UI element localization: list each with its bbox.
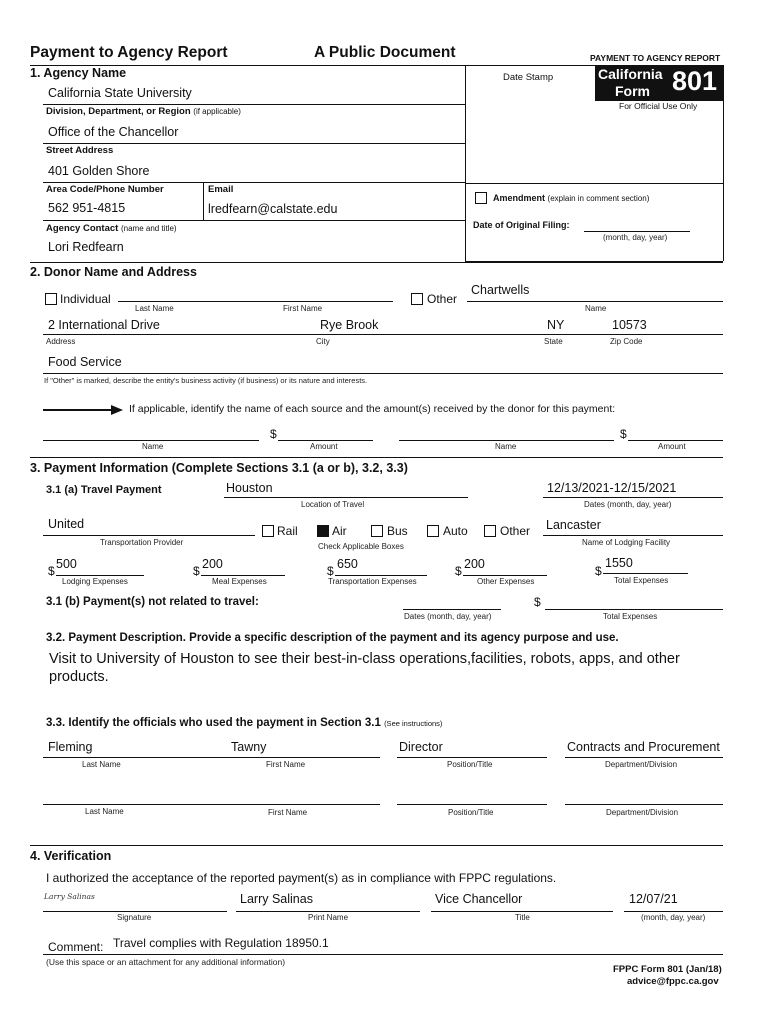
contact-label-text: Agency Contact [46, 223, 119, 234]
agency-name[interactable]: California State University [48, 86, 192, 100]
other-checkbox[interactable] [411, 293, 423, 305]
meals-label: Meal Expenses [212, 577, 267, 586]
signer-title[interactable]: Vice Chancellor [435, 892, 523, 906]
official1-position-label: Position/Title [447, 760, 493, 769]
official1-line-a [43, 757, 380, 758]
other-transport-checkbox[interactable] [484, 525, 496, 537]
original-filing-line [584, 231, 690, 232]
agency-name-line [43, 104, 465, 105]
nontravel-dates-line [403, 609, 501, 610]
rail-label: Rail [277, 524, 298, 538]
lodging-facility-label: Name of Lodging Facility [582, 538, 671, 547]
total-line [603, 573, 688, 574]
check-boxes-label: Check Applicable Boxes [318, 542, 404, 551]
bus-checkbox[interactable] [371, 525, 383, 537]
print-name-line [236, 911, 420, 912]
nontravel-total-line [545, 609, 723, 610]
dates-label: Dates (month, day, year) [584, 500, 672, 509]
other-transport-label: Other [500, 524, 531, 538]
official1-line-b [397, 757, 547, 758]
lodging-line [56, 575, 144, 576]
transport-provider[interactable]: United [48, 517, 85, 531]
footer-form-id: FPPC Form 801 (Jan/18) [613, 964, 722, 975]
source1-name-label: Name [142, 442, 164, 451]
official2-first-label: First Name [268, 808, 308, 817]
donor-section-heading: 2. Donor Name and Address [30, 265, 197, 279]
individual-name-line [118, 301, 393, 302]
phone-value[interactable]: 562 951-4815 [48, 201, 126, 215]
source1-amount-line [278, 440, 373, 441]
form-state: California [598, 66, 663, 82]
signature-line [43, 911, 227, 912]
official2-line-b [397, 804, 547, 805]
comment-label: Comment: [48, 940, 104, 954]
lodging-facility[interactable]: Lancaster [546, 518, 601, 532]
email-label: Email [208, 184, 234, 195]
total-expense[interactable]: 1550 [605, 556, 633, 570]
payment-section-heading: 3. Payment Information (Complete Sections 3.1 (a or b), 3.2, 3.3) [30, 461, 408, 475]
officials-label [46, 717, 442, 729]
signature-label: Signature [117, 913, 152, 922]
rail-checkbox[interactable] [262, 525, 274, 537]
source1-amount-label: Amount [310, 442, 338, 451]
donor-state[interactable]: NY [547, 318, 565, 332]
source2-name-label: Name [495, 442, 517, 451]
official2-line-c [565, 804, 723, 805]
other-label: Other [427, 292, 458, 306]
nontravel-total-label: Total Expenses [603, 612, 658, 621]
source2-amount-line [628, 440, 723, 441]
business-line [43, 373, 723, 374]
other-expense[interactable]: 200 [464, 557, 485, 571]
official1-last-label: Last Name [82, 760, 121, 769]
phone-line [43, 220, 465, 221]
provider-label: Transportation Provider [100, 538, 184, 547]
title-label: Title [515, 913, 530, 922]
meals-dollar: $ [193, 564, 200, 578]
meal-expense[interactable]: 200 [202, 557, 223, 571]
official1-first-label: First Name [266, 760, 306, 769]
description-line2[interactable]: products. [49, 669, 109, 685]
section4-top-line [30, 845, 723, 846]
official1-dept-label: Department/Division [605, 760, 678, 769]
contact-value[interactable]: Lori Redfearn [48, 240, 124, 254]
signature-image: Larry Salinas [44, 892, 95, 901]
print-name[interactable]: Larry Salinas [240, 892, 313, 906]
section3-top-line [30, 457, 723, 458]
right-frame-right [723, 65, 724, 261]
location-line [224, 497, 468, 498]
total-label: Total Expenses [614, 576, 669, 585]
right-frame-mid [465, 183, 723, 184]
total-dollar: $ [595, 564, 602, 578]
email-value[interactable]: lredfearn@calstate.edu [208, 202, 338, 216]
officials-note: (See instructions) [384, 719, 443, 728]
comment-value[interactable]: Travel complies with Regulation 18950.1 [113, 936, 329, 950]
donor-last-name-label: Last Name [135, 304, 174, 313]
official-first-name[interactable]: Tawny [231, 740, 267, 754]
right-frame-top [465, 65, 723, 66]
form-title: Payment to Agency Report [30, 44, 228, 61]
print-name-label: Print Name [308, 913, 349, 922]
source2-dollar: $ [620, 427, 627, 441]
description-line1[interactable]: Visit to University of Houston to see their best-in-class operations,facilities, robots, apps, and other [49, 651, 680, 667]
business-note: If "Other" is marked, describe the entity's business activity (if business) or its nature and interests. [44, 376, 368, 385]
zip-label: Zip Code [610, 337, 643, 346]
nontravel-dates-label: Dates (month, day, year) [404, 612, 492, 621]
meals-line [201, 575, 285, 576]
provider-line [43, 535, 255, 536]
lodging-expense[interactable]: 500 [56, 557, 77, 571]
official2-position-label: Position/Title [448, 808, 494, 817]
arrow-right-icon [43, 404, 123, 416]
travel-location[interactable]: Houston [226, 481, 273, 495]
individual-label: Individual [60, 292, 111, 306]
division-value[interactable]: Office of the Chancellor [48, 125, 179, 139]
division-line [43, 143, 465, 144]
public-document-heading: A Public Document [314, 44, 456, 61]
official2-dept-label: Department/Division [606, 808, 679, 817]
individual-checkbox[interactable] [45, 293, 57, 305]
transport-label: Transportation Expenses [328, 577, 417, 586]
donor-address[interactable]: 2 International Drive [48, 318, 160, 332]
top-right-label: PAYMENT TO AGENCY REPORT [590, 53, 721, 63]
division-label [46, 106, 241, 117]
other-exp-dollar: $ [455, 564, 462, 578]
contact-note: (name and title) [120, 224, 177, 233]
donor-name-label: Name [585, 304, 607, 313]
official2-line-a [43, 804, 380, 805]
source1-dollar: $ [270, 427, 277, 441]
lodging-dollar: $ [48, 564, 55, 578]
footer-email: advice@fppc.ca.gov [627, 976, 719, 987]
state-label: State [544, 337, 563, 346]
section2-top-line [30, 262, 723, 263]
amendment-note: (explain in comment section) [547, 194, 650, 203]
nontravel-label: 3.1 (b) Payment(s) not related to travel: [46, 596, 259, 608]
donor-business[interactable]: Food Service [48, 355, 122, 369]
auto-label: Auto [443, 524, 468, 538]
division-note: (if applicable) [193, 107, 241, 116]
division-label-text: Division, Department, or Region [46, 106, 191, 117]
address-line [43, 334, 723, 335]
official2-last-label: Last Name [85, 807, 124, 816]
right-frame-left [465, 65, 466, 261]
source1-name-line [43, 440, 259, 441]
description-label: 3.2. Payment Description. Provide a specific description of the payment and its agency purpose and use. [46, 632, 619, 644]
air-label: Air [332, 524, 347, 538]
street-label: Street Address [46, 145, 114, 156]
street-value[interactable]: 401 Golden Shore [48, 164, 150, 178]
source-note: If applicable, identify the name of each source and the amount(s) received by the donor for this payment: [129, 403, 616, 415]
donor-zip[interactable]: 10573 [612, 318, 647, 332]
phone-email-divider [203, 182, 204, 220]
location-label: Location of Travel [301, 500, 365, 509]
official-use-label: For Official Use Only [619, 101, 698, 111]
official1-line-c [565, 757, 723, 758]
comment-note: (Use this space or an attachment for any additional information) [46, 957, 286, 967]
amendment-label [493, 193, 649, 203]
lodging-label: Lodging Expenses [62, 577, 128, 586]
official-last-name[interactable]: Fleming [48, 740, 93, 754]
title-line [431, 911, 613, 912]
officials-label-text: 3.3. Identify the officials who used the payment in Section 3.1 [46, 717, 381, 729]
date-line [624, 911, 723, 912]
donor-first-name-label: First Name [283, 304, 323, 313]
donor-city[interactable]: Rye Brook [320, 318, 379, 332]
transport-line [335, 575, 427, 576]
original-filing-label: Date of Original Filing: [473, 220, 570, 230]
date-label: (month, day, year) [641, 913, 706, 922]
street-line [43, 182, 465, 183]
agency-section-heading: 1. Agency Name [30, 66, 127, 80]
travel-dates[interactable]: 12/13/2021-12/15/2021 [547, 481, 677, 495]
official-position[interactable]: Director [399, 740, 443, 754]
other-exp-label: Other Expenses [477, 577, 535, 586]
source2-name-line [399, 440, 614, 441]
lodging-facility-line [543, 535, 723, 536]
nontravel-dollar: $ [534, 595, 541, 609]
phone-label: Area Code/Phone Number [46, 184, 164, 195]
verification-statement: I authorized the acceptance of the reported payment(s) as in compliance with FPPC regulations. [46, 871, 557, 885]
travel-payment-label: 3.1 (a) Travel Payment [46, 484, 162, 496]
bus-label: Bus [387, 524, 408, 538]
amendment-label-text: Amendment [493, 193, 546, 203]
original-filing-date-hint: (month, day, year) [603, 233, 668, 242]
form-number: 801 [672, 66, 718, 96]
date-stamp-label: Date Stamp [503, 72, 554, 83]
other-exp-line [463, 575, 547, 576]
org-name-line [467, 301, 723, 302]
comment-line [43, 954, 723, 955]
city-label: City [316, 337, 330, 346]
air-checkbox[interactable] [317, 525, 329, 537]
official-department[interactable]: Contracts and Procurement [567, 740, 720, 754]
amendment-checkbox[interactable] [475, 192, 487, 204]
verification-heading: 4. Verification [30, 849, 112, 863]
donor-org-name[interactable]: Chartwells [471, 283, 530, 297]
auto-checkbox[interactable] [427, 525, 439, 537]
source2-amount-label: Amount [658, 442, 686, 451]
contact-label [46, 223, 177, 234]
form-word: Form [615, 83, 650, 99]
verification-date[interactable]: 12/07/21 [629, 892, 678, 906]
transport-dollar: $ [327, 564, 334, 578]
dates-line [543, 497, 723, 498]
transport-expense[interactable]: 650 [337, 557, 358, 571]
address-label: Address [46, 337, 76, 346]
